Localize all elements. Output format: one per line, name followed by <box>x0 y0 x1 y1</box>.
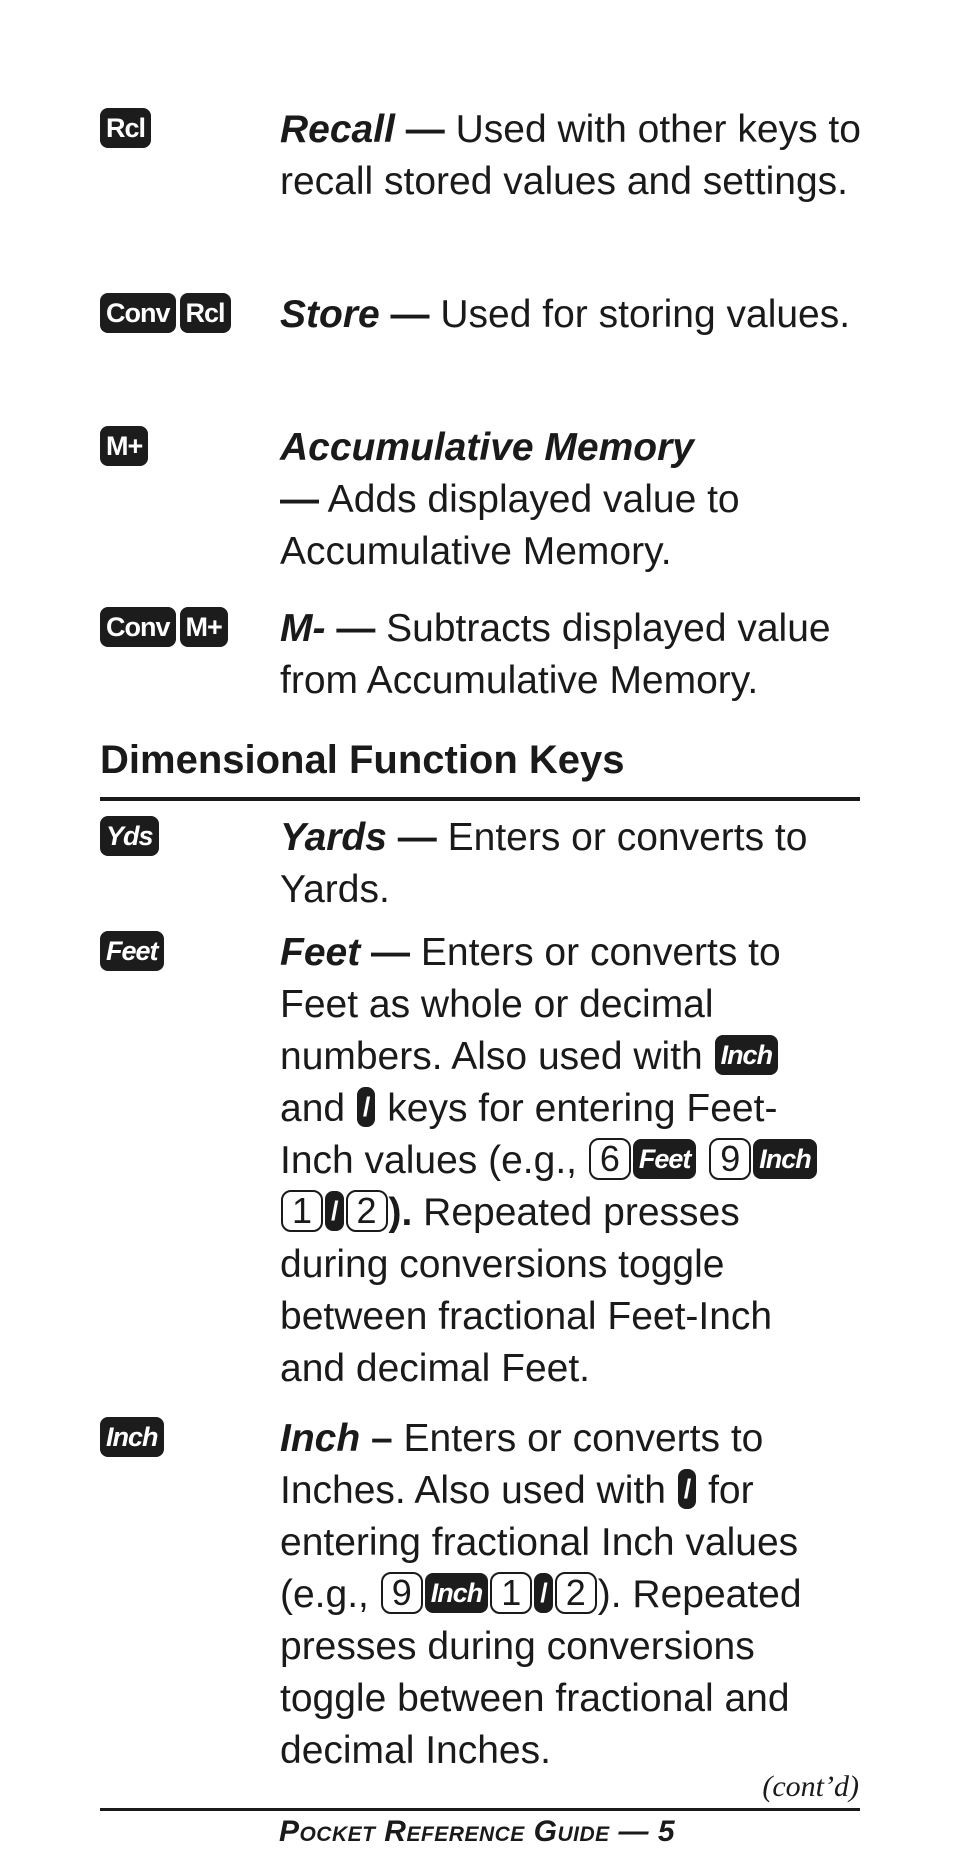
digit-9-key-icon: 9 <box>381 1572 423 1614</box>
inch-key-icon: Inch <box>715 1035 779 1075</box>
entry-text: Repeated presses during conversions toggle between fractional Feet-Inch and decimal Feet. <box>280 1191 773 1390</box>
inch-key-icon: Inch <box>100 1417 164 1457</box>
entry-text: Adds displayed value to Accumulative Memory. <box>280 478 740 573</box>
footer-title: Pocket Reference Guide <box>278 1815 610 1848</box>
entry-recall-description: Recall — Used with other keys to recall stored values and settings. <box>280 108 861 203</box>
fraction-key-icon: / <box>325 1191 344 1231</box>
page-number: 5 <box>657 1815 676 1848</box>
page-footer: Pocket Reference Guide — 5 <box>278 1815 676 1848</box>
entry-text: Repeated presses during conversions toggle between fractional and decimal Inches. <box>280 1573 802 1772</box>
entry-m-minus-description: M- — Subtracts displayed value from Accumulative Memory. <box>280 607 831 702</box>
entry-inch-description: Inch – Enters or converts to Inches. Also used with / for entering fractional Inch values (e.g., 9 Inch 1 / 2 ). Repeated presses during conversions toggle between fractional and decimal Inches. <box>280 1417 802 1772</box>
entry-text: for entering fractional Inch values (e.g., <box>280 1469 799 1616</box>
entry-inch-keys <box>100 1417 164 1457</box>
fraction-key-icon: / <box>678 1469 697 1509</box>
conv-key-icon: Conv <box>100 607 176 647</box>
entry-store-keys <box>100 293 231 333</box>
yds-key-icon: Yds <box>100 816 159 856</box>
digit-2-key-icon: 2 <box>346 1190 388 1232</box>
digit-9-key-icon: 9 <box>709 1138 751 1180</box>
digit-1-key-icon: 1 <box>281 1190 323 1232</box>
entry-text: Used for storing values. <box>429 293 851 336</box>
m-plus-key-icon: M+ <box>100 426 148 466</box>
entry-text: keys for entering Feet-Inch values (e.g., <box>280 1087 778 1182</box>
entry-term: Inch <box>280 1417 361 1460</box>
entry-term: Store <box>280 293 380 336</box>
entry-feet-description: Feet — Enters or converts to Feet as whole or decimal numbers. Also used with Inch and / keys for entering Feet-Inch values (e.g., 6 Feet 9 Inch1 / 2 ). Repeated presses during conversions toggle between fractional Feet-Inch and decimal Feet. <box>280 927 840 1395</box>
feet-key-icon: Feet <box>633 1139 697 1179</box>
entry-memory-keys <box>100 426 148 466</box>
entry-term: M- <box>280 607 326 650</box>
entry-m-minus-keys <box>100 607 228 647</box>
entry-yards-description: Yards — Enters or converts to Yards. <box>280 816 808 911</box>
m-plus-key-icon: M+ <box>180 607 228 647</box>
digit-2-key-icon: 2 <box>555 1572 597 1614</box>
digit-6-key-icon: 6 <box>589 1138 631 1180</box>
section-title: Dimensional Function Keys <box>100 738 625 782</box>
entry-yards-keys <box>100 816 159 856</box>
fraction-key-icon: / <box>534 1573 553 1613</box>
digit-1-key-icon: 1 <box>490 1572 532 1614</box>
conv-key-icon: Conv <box>100 293 176 333</box>
footer-divider <box>100 1808 860 1811</box>
continued-note: (cont’d) <box>762 1770 859 1803</box>
fraction-key-icon: / <box>357 1087 376 1127</box>
entry-text: Enters or converts to Yards. <box>280 816 808 911</box>
entry-text: Used with other keys to recall stored values and settings. <box>280 108 861 203</box>
rcl-key-icon: Rcl <box>180 293 231 333</box>
entry-term: Accumulative Memory <box>280 426 694 469</box>
entry-text: Enters or converts to Inches. Also used with <box>280 1417 764 1512</box>
entry-feet-keys <box>100 931 164 971</box>
entry-term: Feet <box>280 931 361 974</box>
entry-term: Recall <box>280 108 395 151</box>
entry-recall-keys <box>100 108 151 148</box>
entry-text: Subtracts displayed value from Accumulative Memory. <box>280 607 831 702</box>
entry-text: Enters or converts to Feet as whole or decimal numbers. Also used with <box>280 931 781 1078</box>
entry-term: Yards <box>280 816 387 859</box>
rcl-key-icon: Rcl <box>100 108 151 148</box>
entry-store-description: Store — Used for storing values. <box>280 293 851 336</box>
section-divider <box>100 797 860 801</box>
feet-key-icon: Feet <box>100 931 164 971</box>
entry-memory-description: Accumulative Memory — Adds displayed value to Accumulative Memory. <box>280 426 740 573</box>
inch-key-icon: Inch <box>425 1573 489 1613</box>
inch-key-icon: Inch <box>753 1139 817 1179</box>
